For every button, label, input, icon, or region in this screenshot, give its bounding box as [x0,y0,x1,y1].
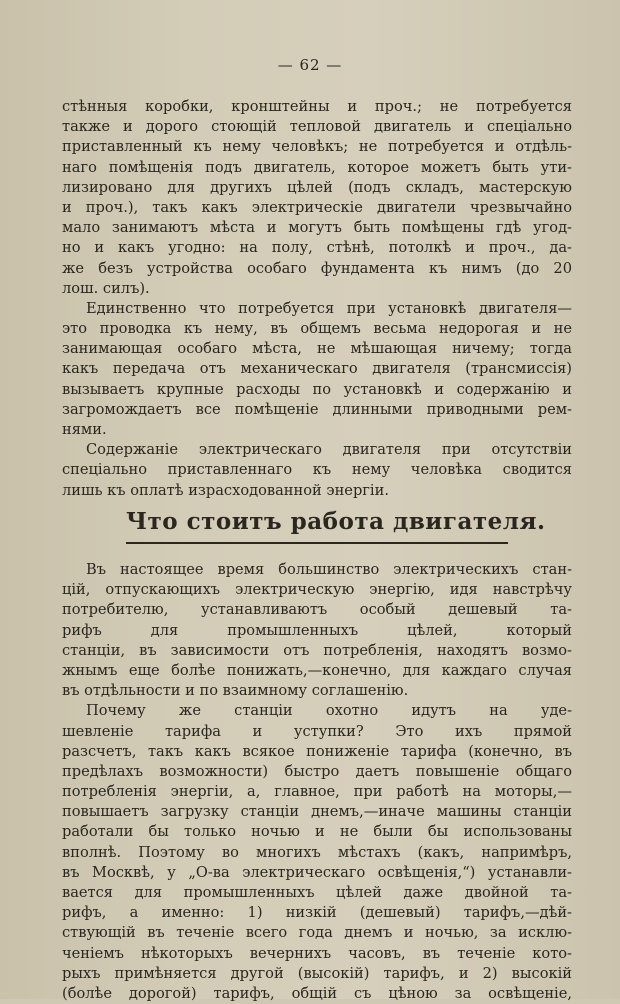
heading-underline [126,542,508,544]
text-line: загромождаетъ все помѣщеніе длинными приводными рем- [62,400,572,418]
text-line: лишь къ оплатѣ израсходованной энергіи. [62,481,389,499]
text-line: шевленіе тарифа и уступки? Это ихъ прямой [62,722,572,740]
text-line: Почему же станціи охотно идутъ на уде- [86,702,572,720]
text-line: рифъ, а именно: 1) низкій (дешевый) тарифъ,—дѣй- [62,904,572,922]
section-heading [126,504,546,544]
text-line: рыхъ примѣняется другой (высокій) тарифъ, и 2) высокій [62,964,572,982]
paragraph [62,701,572,1004]
text-line: (болѣе дорогой) тарифъ, общій съ цѣною за освѣщеніе, [62,984,572,1002]
text-line: вается для промышленныхъ цѣлей даже двойной та- [62,884,572,901]
text-line: это проводка къ нему, въ общемъ весьма недорогая и не [62,320,572,338]
text-line: же безъ устройства особаго фундамента къ нимъ (до 20 [62,259,572,277]
text-line: какъ передача отъ механическаго двигателя (трансмиссія) [62,360,572,378]
text-line: но и какъ угодно: на полу, стѣнѣ, потолкѣ и проч., да- [62,239,572,257]
text-line: повышаетъ загрузку станціи днемъ,—иначе машины станціи [62,803,572,821]
bottom-text-block [62,560,572,1004]
text-line: лош. силъ). [62,279,150,297]
text-line: и проч.), такъ какъ электрическіе двигатели чрезвычайно [62,198,572,216]
text-line: наго помѣщенія подъ двигатель, которое можетъ быть ути- [62,158,572,176]
text-line: предѣлахъ возможности) быстро даетъ повышеніе общаго [62,762,572,780]
text-line: потребленія энергіи, а, главное, при работѣ на моторы,— [62,783,572,801]
text-line: разсчетъ, такъ какъ всякое пониженіе тарифа (конечно, въ [62,742,572,760]
text-line: ченіемъ нѣкоторыхъ вечернихъ часовъ, въ теченіе кото- [62,944,572,962]
text-line: мало занимаютъ мѣста и могутъ быть помѣщены гдѣ угод- [62,219,572,237]
text-line: занимающая особаго мѣста, не мѣшающая ничему; тогда [62,340,572,358]
paragraph [62,560,572,701]
text-line: спеціально приставленнаго къ нему человѣка сводится [62,461,572,479]
text-line: стѣнныя коробки, кронштейны и проч.; не потребуется [62,98,572,115]
paragraph [62,299,572,440]
text-line: рифъ для промышленныхъ цѣлей, который [62,621,572,639]
text-line: вполнѣ. Поэтому во многихъ мѣстахъ (какъ, напримѣръ, [62,843,572,861]
text-line: нями. [62,421,107,438]
text-line: работали бы только ночью и не были бы использованы [62,823,572,841]
text-line: въ отдѣльности и по взаимному соглашенію. [62,682,409,700]
text-line: ствующій въ теченіе всего года днемъ и ночью, за исклю- [62,924,572,942]
page-number: — 62 — [277,56,343,74]
text-line: Содержаніе электрическаго двигателя при отсутствіи [86,441,572,459]
text-line: Единственно что потребуется при установкѣ двигателя— [86,299,572,317]
text-line: потребителю, устанавливаютъ особый дешевый та- [62,601,572,619]
text-line: вызываетъ крупные расходы по установкѣ и содержанію и [62,380,572,398]
text-line: лизировано для другихъ цѣлей (подъ складъ, мастерскую [62,178,572,196]
text-line: приставленный къ нему человѣкъ; не потребуется и отдѣль- [62,138,572,156]
paragraph [62,440,572,501]
text-line: также и дорого стоющій тепловой двигатель и спеціально [62,118,572,136]
paragraph [62,97,572,299]
text-line: Въ настоящее время большинство электрическихъ стан- [86,561,572,578]
text-line: станціи, въ зависимости отъ потребленія, находятъ возмо- [62,641,572,659]
top-text-block [62,97,572,501]
text-line: жнымъ еще болѣе понижать,—конечно, для каждаго случая [62,661,572,679]
text-line: въ Москвѣ, у „О-ва электрическаго освѣщенія,“) устанавли- [62,863,572,881]
text-line: цій, отпускающихъ электрическую энергію, идя навстрѣчу [62,581,572,599]
section-title: Что стоитъ работа двигателя. [126,508,546,535]
